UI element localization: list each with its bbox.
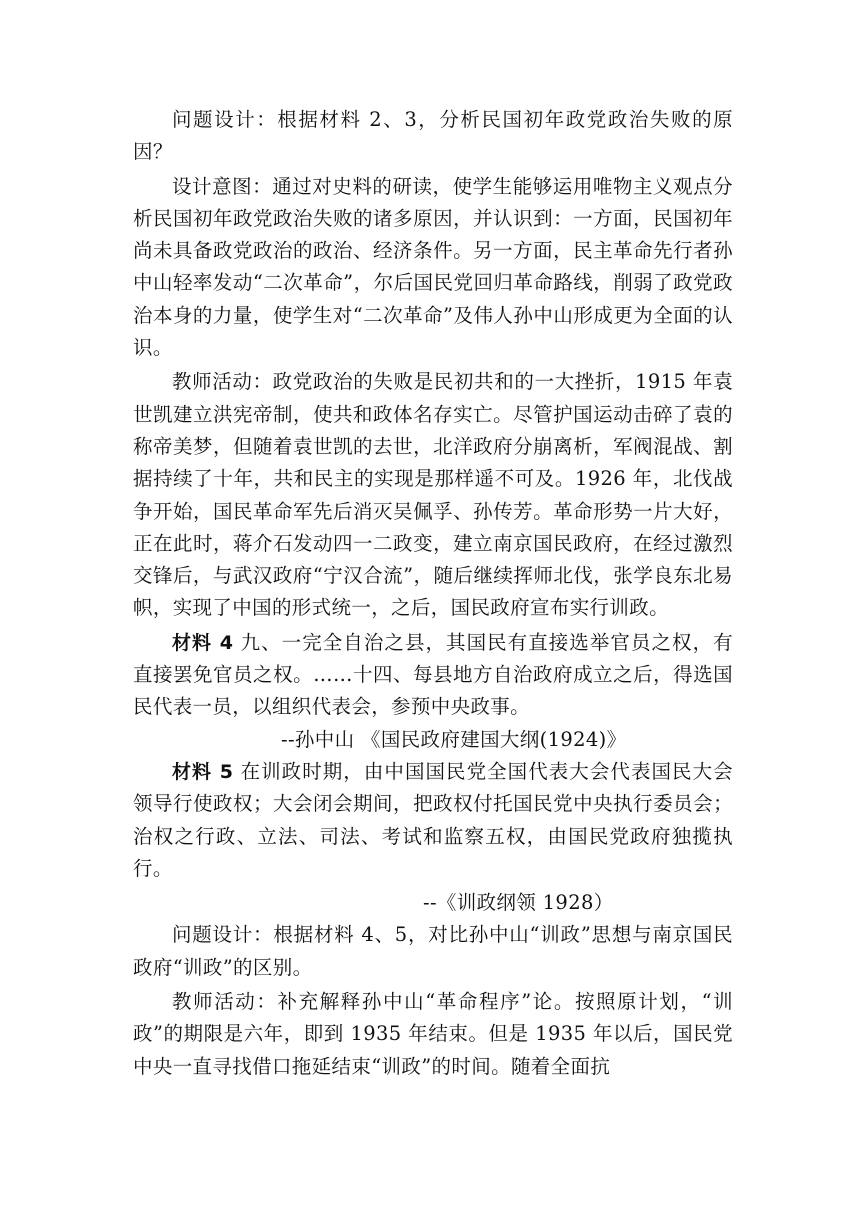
material-4-label: 材料 4 [172, 631, 234, 654]
material-5-label: 材料 5 [172, 760, 234, 783]
question-design-paragraph-1: 问题设计：根据材料 2、3，分析民国初年政党政治失败的原因？ [133, 108, 733, 164]
design-intent-paragraph: 设计意图：通过对史料的研读，使学生能够运用唯物主义观点分析民国初年政党政治失败的诸多原因，并认识到：一方面，民国初年尚未具备政党政治的政治、经济条件。另一方面，民主革命先行者孙中山轻率发动“二次革命”，尔后国民党回归革命路线，削弱了政党政治本身的力量，使学生对“二次革命”及伟人孙中山形成更为全面的认识。 [133, 174, 733, 360]
material-5-paragraph [133, 756, 733, 885]
material-4-source: --孙中山 《国民政府建国大纲(1924)》 [281, 727, 627, 751]
question-design-paragraph-2: 问题设计：根据材料 4、5，对比孙中山“训政”思想与南京国民政府“训政”的区别。 [133, 923, 733, 979]
teacher-activity-paragraph-1: 教师活动：政党政治的失败是民初共和的一大挫折，1915 年袁世凯建立洪宪帝制，使共和政体名存实亡。尽管护国运动击碎了袁的称帝美梦，但随着袁世凯的去世，北洋政府分崩离析，军阀混战、割据持续了十年，共和民主的实现是那样遥不可及。1926 年，北伐战争开始，国民革命军先后消灭吴佩孚、孙传芳。革命形势一片大好，正在此时，蒋介石发动四一二政变，建立南京国民政府，在经过激烈交锋后，与武汉政府“宁汉合流”，随后继续挥师北伐，张学良东北易帜，实现了中国的形式统一，之后，国民政府宣布实行训政。 [133, 370, 733, 620]
material-4-paragraph [133, 627, 733, 724]
teacher-activity-paragraph-2: 教师活动：补充解释孙中山“革命程序”论。按照原计划，“训政”的期限是六年，即到 1935 年结束。但是 1935 年以后，国民党中央一直寻找借口拖延结束“训政”的时间。随着全面抗 [133, 990, 733, 1078]
material-4-text: 九、一完全自治之县，其国民有直接选举官员之权，有直接罢免官员之权。……十四、每县地方自治政府成立之后，得选国民代表一员，以组织代表会，参预中央政事。 [133, 630, 733, 719]
document-page [133, 104, 733, 1083]
material-5-source: --《训政纲领 1928） [423, 891, 614, 915]
material-5-text: 在训政时期，由中国国民党全国代表大会代表国民大会领导行使政权；大会闭会期间，把政权付托国民党中央执行委员会；治权之行政、立法、司法、考试和监察五权，由国民党政府独揽执行。 [133, 759, 733, 880]
